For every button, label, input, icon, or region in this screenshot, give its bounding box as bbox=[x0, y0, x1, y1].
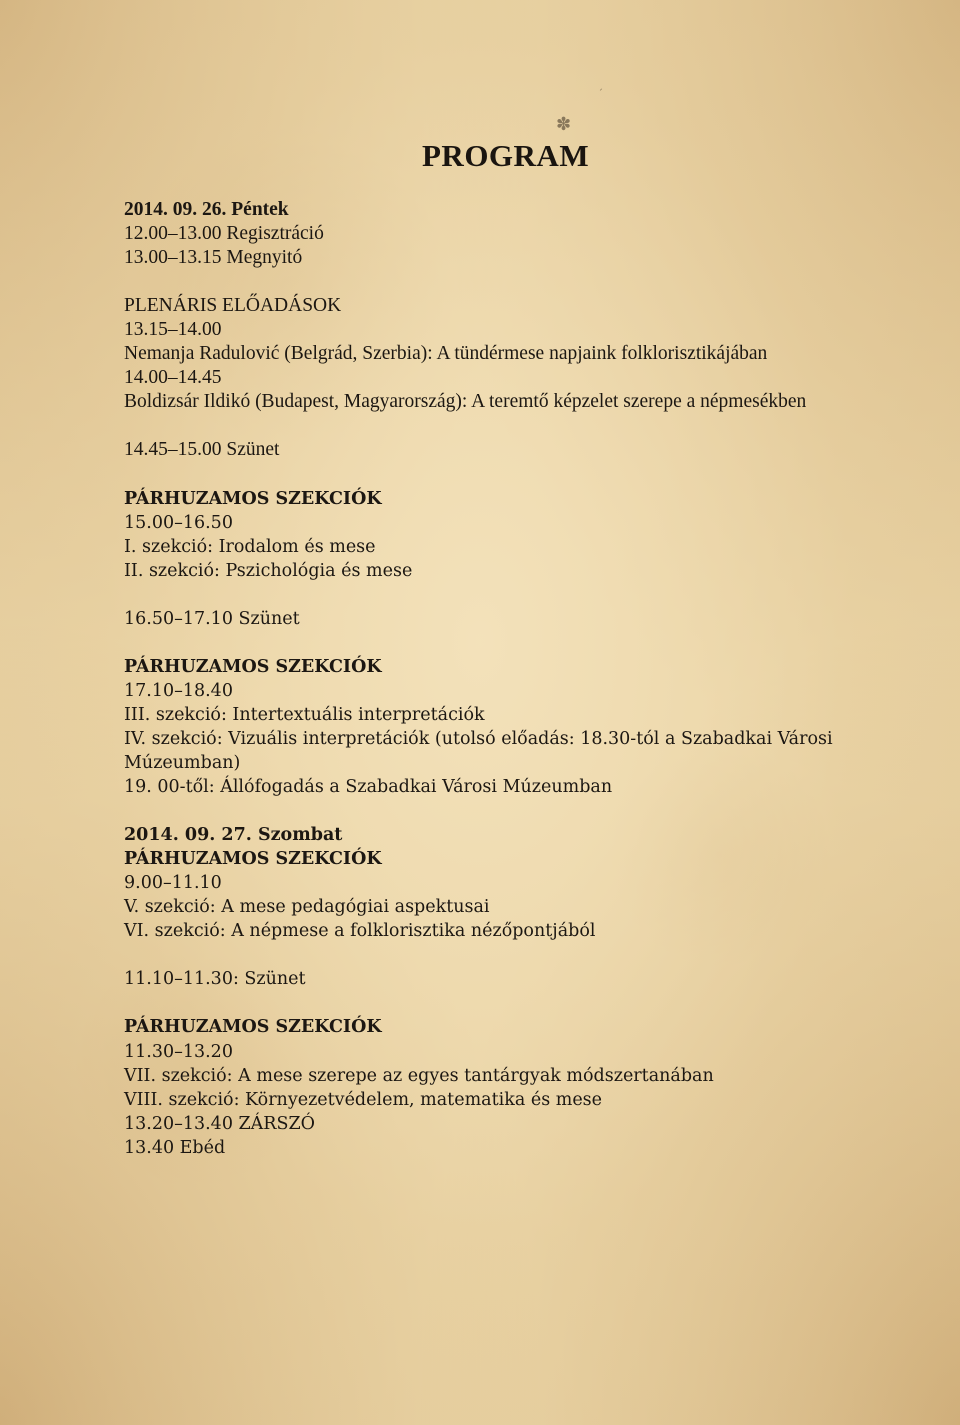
talk2-text: Boldizsár Ildikó (Budapest, Magyarország): A teremtő képzelet szerepe a népmesékben bbox=[124, 391, 807, 412]
talk2-time: 14.00–14.45 bbox=[124, 367, 222, 388]
ink-splatter-icon: ✽ bbox=[556, 114, 572, 135]
closing-item: 13.20–13.40 ZÁRSZÓ bbox=[124, 1114, 315, 1134]
parallel4-time: 11.30–13.20 bbox=[124, 1042, 233, 1062]
section-2: II. szekció: Pszichológia és mese bbox=[124, 561, 413, 581]
parallel2-heading: PÁRHUZAMOS SZEKCIÓK bbox=[124, 657, 382, 677]
section-1: I. szekció: Irodalom és mese bbox=[124, 537, 376, 557]
parallel1-heading: PÁRHUZAMOS SZEKCIÓK bbox=[124, 489, 382, 509]
parallel2-time: 17.10–18.40 bbox=[124, 681, 233, 701]
page-title: PROGRAM bbox=[422, 138, 590, 173]
registration-item: 12.00–13.00 Regisztráció bbox=[124, 223, 324, 244]
break2-item: 16.50–17.10 Szünet bbox=[124, 609, 300, 629]
section-3: III. szekció: Intertextuális interpretációk bbox=[124, 705, 485, 725]
ink-speck-icon: ˏ bbox=[598, 80, 603, 91]
section-7: VII. szekció: A mese szerepe az egyes tantárgyak módszertanában bbox=[124, 1066, 714, 1086]
parallel1-time: 15.00–16.50 bbox=[124, 513, 233, 533]
reception-item: 19. 00-től: Állófogadás a Szabadkai Városi Múzeumban bbox=[124, 777, 613, 797]
day2-date: 2014. 09. 27. Szombat bbox=[124, 825, 343, 845]
talk1-text: Nemanja Radulović (Belgrád, Szerbia): A tündérmese napjaink folklorisztikájában bbox=[124, 343, 768, 364]
break3-item: 11.10–11.30: Szünet bbox=[124, 969, 306, 989]
parallel4-heading: PÁRHUZAMOS SZEKCIÓK bbox=[124, 1017, 382, 1037]
parallel3-time: 9.00–11.10 bbox=[124, 873, 222, 893]
section-8: VIII. szekció: Környezetvédelem, matematika és mese bbox=[124, 1090, 603, 1110]
section-4-line2: Múzeumban) bbox=[124, 753, 241, 773]
opening-item: 13.00–13.15 Megnyitó bbox=[124, 247, 303, 268]
plenary-heading: PLENÁRIS ELŐADÁSOK bbox=[124, 295, 342, 316]
section-4-line1: IV. szekció: Vizuális interpretációk (utolsó előadás: 18.30-tól a Szabadkai Városi bbox=[124, 729, 833, 749]
talk1-time: 13.15–14.00 bbox=[124, 319, 222, 340]
day1-date: 2014. 09. 26. Péntek bbox=[124, 199, 289, 220]
section-5: V. szekció: A mese pedagógiai aspektusai bbox=[124, 897, 490, 917]
break1-item: 14.45–15.00 Szünet bbox=[124, 439, 280, 460]
parallel3-heading: PÁRHUZAMOS SZEKCIÓK bbox=[124, 849, 382, 869]
lunch-item: 13.40 Ebéd bbox=[124, 1138, 226, 1158]
section-6: VI. szekció: A népmese a folklorisztika nézőpontjából bbox=[124, 921, 596, 941]
